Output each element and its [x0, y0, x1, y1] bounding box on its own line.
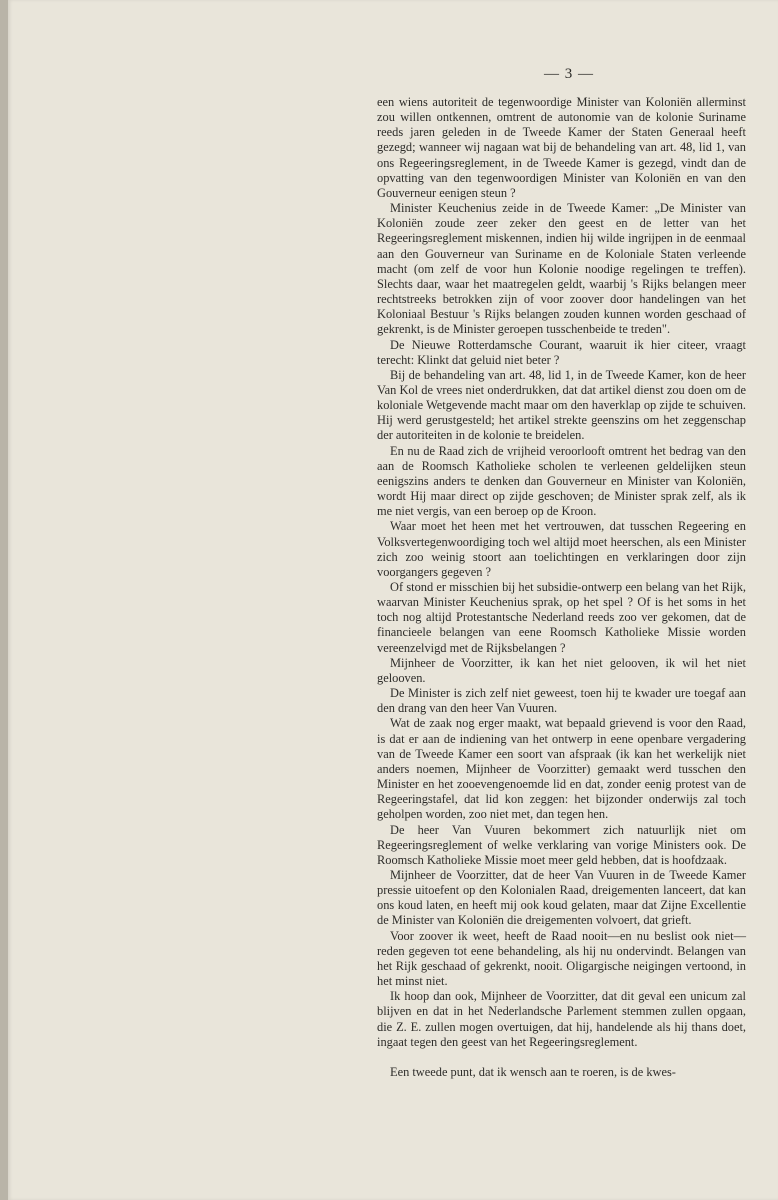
paragraph: De Minister is zich zelf niet geweest, toen hij te kwader ure toegaf aan den drang van den heer Van Vuuren. [377, 686, 746, 716]
paragraph: Mijnheer de Voorzitter, ik kan het niet gelooven, ik wil het niet gelooven. [377, 655, 746, 685]
paragraph: Of stond er misschien bij het subsidie-ontwerp een belang van het Rijk, waarvan Minister Keuchenius sprak, op het spel ? Of is het soms in het toch nog altijd Protestantsche Nederland reeds zoo ver gekomen, dat de financieele belangen van eene Roomsch Katholieke Missie worden vereenzelvigd met de Rijksbelangen ? [377, 580, 746, 655]
paragraph: Een tweede punt, dat ik wensch aan te roeren, is de kwes- [390, 1064, 676, 1079]
paragraph: Waar moet het heen met het vertrouwen, dat tusschen Regeering en Volksvertegenwoordiging toch wel altijd moet heerschen, als een Minister zich zoo weinig stoort aan toelichtingen en verklaringen door zijn voorgangers gegeven ? [377, 519, 746, 579]
paragraph: En nu de Raad zich de vrijheid veroorlooft omtrent het bedrag van den aan de Roomsch Katholieke scholen te verleenen geldelijken steun eenigszins anders te denken dan Gouverneur en Minister van Koloniën, wordt Hij maar direct op zijde geschoven; de Minister sprak zelf, als ik me niet vergis, van een beroep op de Kroon. [377, 443, 746, 519]
document-page [8, 0, 778, 1200]
paragraph: Wat de zaak nog erger maakt, wat bepaald grievend is voor den Raad, is dat er aan de indiening van het ontwerp in eene openbare vergadering van de Tweede Kamer een soort van afspraak (ik kan het werkelijk niet anders noemen, Mijnheer de Voorzitter) gemaakt werd tusschen den Minister en het zooevengenoemde lid en dat, zonder eenig protest van de Regeeringstafel, dat lid kon zeggen: het bijzonder onderwijs zal toch geholpen worden, zoo niet met, dan tegen hen. [377, 716, 746, 822]
body-text [377, 95, 746, 1080]
paragraph: een wiens autoriteit de tegenwoordige Minister van Koloniën allerminst zou willen ontkennen, omtrent de autonomie van de kolonie Suriname reeds jaren geleden in de Tweede Kamer der Staten Generaal heeft gezegd; wanneer wij nagaan wat bij de behandeling van art. 48, lid 1, van ons Regeeringsreglement, in de Tweede Kamer is gezegd, vindt dan de opvatting van den tegenwoordigen Minister van Koloniën en van den Gouverneur eenigen steun ? [377, 95, 746, 200]
paragraph: Mijnheer de Voorzitter, dat de heer Van Vuuren in de Tweede Kamer pressie uitoefent op den Kolonialen Raad, dreigementen lanceert, dat kan ons koud laten, en heeft mij ook koud gelaten, maar dat Zijne Excellentie de Minister van Koloniën die dreigementen volvoert, dat grieft. [377, 867, 746, 928]
paragraph: De Nieuwe Rotterdamsche Courant, waaruit ik hier citeer, vraagt terecht: Klinkt dat geluid niet beter ? [377, 337, 746, 367]
page-number: — 3 — [544, 66, 594, 82]
paragraph: Bij de behandeling van art. 48, lid 1, in de Tweede Kamer, kon de heer Van Kol de vrees niet onderdrukken, dat dat artikel dienst zou doen om de koloniale Wetgevende macht maar om den haverklap op zijde te schuiven. Hij werd gerustgesteld; het artikel strekte geenszins om het zeggenschap der autoriteiten in de kolonie te breidelen. [377, 367, 746, 443]
paragraph: Voor zoover ik weet, heeft de Raad nooit—en nu beslist ook niet—reden gegeven tot eene behandeling, als hij nu ondervindt. Belangen van het Rijk geschaad of gekrenkt, nooit. Oligargische neigingen vertoond, in het minst niet. [377, 928, 746, 989]
paragraph: Minister Keuchenius zeide in de Tweede Kamer: „De Minister van Koloniën zoude zeer zeker den geest en de letter van het Regeeringsreglement miskennen, indien hij wilde ingrijpen in de eenmaal aan den Gouverneur van Suriname en de Koloniale Staten verleende macht (om zelf de voor hun Kolonie noodige regelingen te treffen). Slechts daar, waar het maatregelen geldt, waarbij 's Rijks belangen meer rechtstreeks betrokken zijn of voor zoover door handelingen van het Koloniaal Bestuur 's Rijks belangen zouden kunnen worden geschaad of gekrenkt, is de Minister geroepen tusschenbeide te treden". [377, 201, 746, 337]
paragraph: Ik hoop dan ook, Mijnheer de Voorzitter, dat dit geval een unicum zal blijven en dat in het Nederlandsche Parlement stemmen zullen opgaan, die Z. E. zullen mogen overtuigen, dat hij, handelende als hij thans doet, ingaat tegen den geest van het Regeeringsreglement. [377, 989, 746, 1049]
paragraph: De heer Van Vuuren bekommert zich natuurlijk niet om Regeeringsreglement of welke verklaring van vorige Ministers ook. De Roomsch Katholieke Missie moet meer geld hebben, dat is hoofdzaak. [377, 822, 746, 867]
